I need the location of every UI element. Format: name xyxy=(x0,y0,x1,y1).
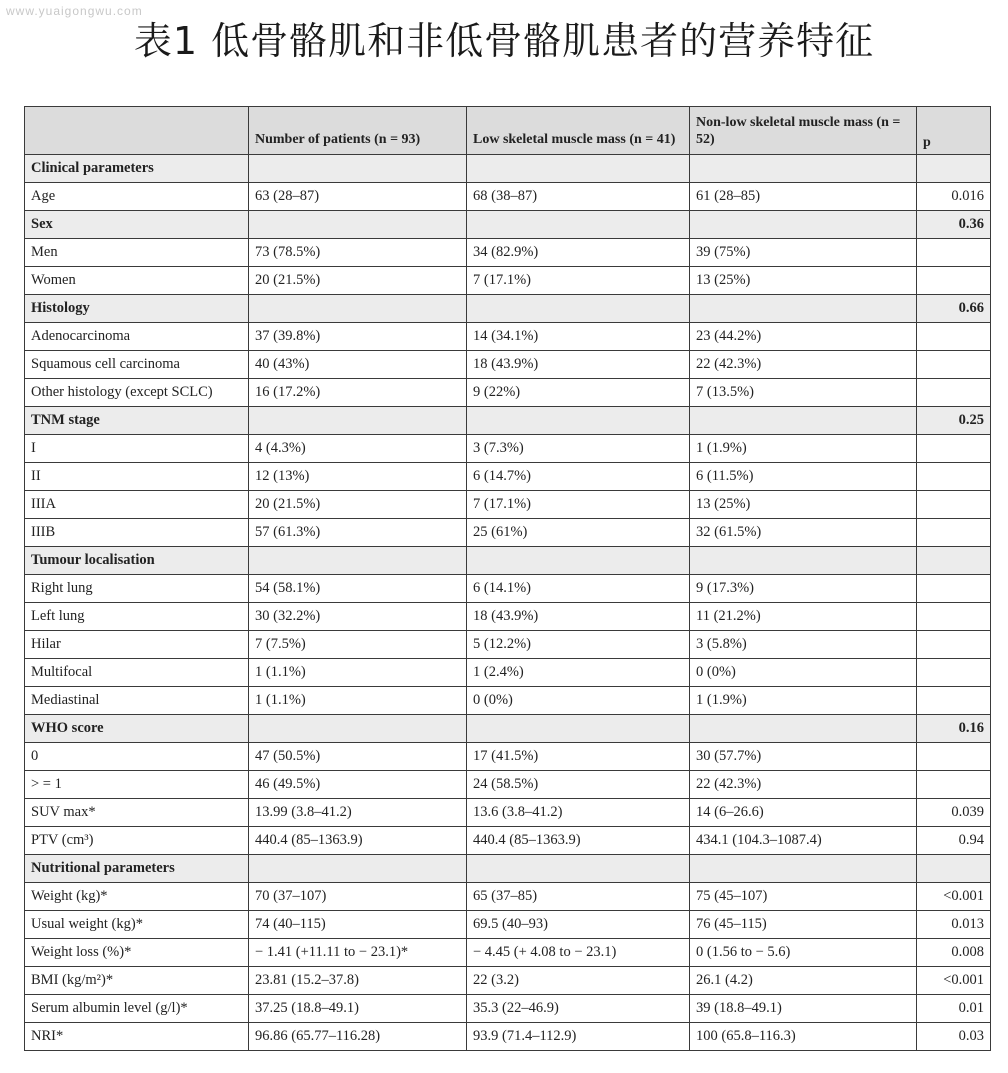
low-muscle-cell: 6 (14.7%) xyxy=(467,463,690,491)
p-value-cell: 0.03 xyxy=(917,1023,991,1051)
table-row xyxy=(25,323,991,351)
all-patients-cell: 1 (1.1%) xyxy=(249,687,467,715)
header-cell-all-patients: Number of patients (n = 93) xyxy=(249,107,467,155)
header-cell-low-muscle: Low skeletal muscle mass (n = 41) xyxy=(467,107,690,155)
row-label-cell: II xyxy=(25,463,249,491)
non-low-muscle-cell: 3 (5.8%) xyxy=(690,631,917,659)
low-muscle-cell: 440.4 (85–1363.9) xyxy=(467,827,690,855)
section-header-row xyxy=(25,155,991,183)
row-label-cell: WHO score xyxy=(25,715,249,743)
low-muscle-cell: 68 (38–87) xyxy=(467,183,690,211)
non-low-muscle-cell: 30 (57.7%) xyxy=(690,743,917,771)
p-value-cell xyxy=(917,239,991,267)
row-label-cell: BMI (kg/m²)* xyxy=(25,967,249,995)
p-value-cell: 0.01 xyxy=(917,995,991,1023)
low-muscle-cell: 18 (43.9%) xyxy=(467,603,690,631)
low-muscle-cell: 5 (12.2%) xyxy=(467,631,690,659)
row-label-cell: Usual weight (kg)* xyxy=(25,911,249,939)
non-low-muscle-cell: 14 (6–26.6) xyxy=(690,799,917,827)
all-patients-cell xyxy=(249,547,467,575)
row-label-cell: Men xyxy=(25,239,249,267)
row-label-cell: TNM stage xyxy=(25,407,249,435)
low-muscle-cell: 14 (34.1%) xyxy=(467,323,690,351)
row-label-cell: > = 1 xyxy=(25,771,249,799)
row-label-cell: Right lung xyxy=(25,575,249,603)
all-patients-cell: 74 (40–115) xyxy=(249,911,467,939)
p-value-cell xyxy=(917,659,991,687)
table-row xyxy=(25,743,991,771)
row-label-cell: Serum albumin level (g/l)* xyxy=(25,995,249,1023)
p-value-cell: 0.013 xyxy=(917,911,991,939)
low-muscle-cell: 93.9 (71.4–112.9) xyxy=(467,1023,690,1051)
non-low-muscle-cell: 1 (1.9%) xyxy=(690,435,917,463)
low-muscle-cell: 3 (7.3%) xyxy=(467,435,690,463)
row-label-cell: I xyxy=(25,435,249,463)
all-patients-cell: 1 (1.1%) xyxy=(249,659,467,687)
p-value-cell: 0.16 xyxy=(917,715,991,743)
table-row xyxy=(25,435,991,463)
low-muscle-cell xyxy=(467,155,690,183)
row-label-cell: Adenocarcinoma xyxy=(25,323,249,351)
all-patients-cell: 16 (17.2%) xyxy=(249,379,467,407)
table-row xyxy=(25,631,991,659)
all-patients-cell: 54 (58.1%) xyxy=(249,575,467,603)
row-label-cell: SUV max* xyxy=(25,799,249,827)
all-patients-cell: 73 (78.5%) xyxy=(249,239,467,267)
low-muscle-cell: 17 (41.5%) xyxy=(467,743,690,771)
all-patients-cell: − 1.41 (+11.11 to − 23.1)* xyxy=(249,939,467,967)
all-patients-cell: 30 (32.2%) xyxy=(249,603,467,631)
table-row xyxy=(25,491,991,519)
low-muscle-cell xyxy=(467,295,690,323)
all-patients-cell: 63 (28–87) xyxy=(249,183,467,211)
section-header-row xyxy=(25,715,991,743)
low-muscle-cell xyxy=(467,547,690,575)
all-patients-cell: 23.81 (15.2–37.8) xyxy=(249,967,467,995)
watermark-text: www.yuaigongwu.com xyxy=(6,4,143,18)
table-row xyxy=(25,519,991,547)
table-row xyxy=(25,183,991,211)
all-patients-cell: 70 (37–107) xyxy=(249,883,467,911)
row-label-cell: Squamous cell carcinoma xyxy=(25,351,249,379)
p-value-cell xyxy=(917,631,991,659)
table-row xyxy=(25,659,991,687)
non-low-muscle-cell xyxy=(690,407,917,435)
all-patients-cell: 20 (21.5%) xyxy=(249,267,467,295)
non-low-muscle-cell xyxy=(690,547,917,575)
section-header-row xyxy=(25,547,991,575)
low-muscle-cell: 13.6 (3.8–41.2) xyxy=(467,799,690,827)
p-value-cell: 0.36 xyxy=(917,211,991,239)
all-patients-cell: 13.99 (3.8–41.2) xyxy=(249,799,467,827)
row-label-cell: 0 xyxy=(25,743,249,771)
all-patients-cell xyxy=(249,715,467,743)
all-patients-cell: 40 (43%) xyxy=(249,351,467,379)
non-low-muscle-cell: 9 (17.3%) xyxy=(690,575,917,603)
p-value-cell xyxy=(917,575,991,603)
low-muscle-cell: 7 (17.1%) xyxy=(467,267,690,295)
section-header-row xyxy=(25,211,991,239)
table-row xyxy=(25,603,991,631)
low-muscle-cell: 34 (82.9%) xyxy=(467,239,690,267)
table-row xyxy=(25,1023,991,1051)
p-value-cell xyxy=(917,519,991,547)
table-row xyxy=(25,771,991,799)
table-row xyxy=(25,827,991,855)
table-row xyxy=(25,799,991,827)
non-low-muscle-cell xyxy=(690,211,917,239)
header-cell-p-value: p xyxy=(917,107,991,155)
table-header-row xyxy=(25,107,991,155)
table-body xyxy=(25,155,991,1051)
table-row xyxy=(25,995,991,1023)
section-header-row xyxy=(25,407,991,435)
row-label-cell: Clinical parameters xyxy=(25,155,249,183)
non-low-muscle-cell xyxy=(690,155,917,183)
low-muscle-cell: 24 (58.5%) xyxy=(467,771,690,799)
p-value-cell xyxy=(917,491,991,519)
non-low-muscle-cell: 76 (45–115) xyxy=(690,911,917,939)
row-label-cell: Other histology (except SCLC) xyxy=(25,379,249,407)
p-value-cell xyxy=(917,323,991,351)
p-value-cell xyxy=(917,603,991,631)
low-muscle-cell xyxy=(467,407,690,435)
low-muscle-cell: 35.3 (22–46.9) xyxy=(467,995,690,1023)
row-label-cell: Multifocal xyxy=(25,659,249,687)
row-label-cell: Nutritional parameters xyxy=(25,855,249,883)
row-label-cell: Histology xyxy=(25,295,249,323)
non-low-muscle-cell: 7 (13.5%) xyxy=(690,379,917,407)
all-patients-cell: 440.4 (85–1363.9) xyxy=(249,827,467,855)
non-low-muscle-cell: 32 (61.5%) xyxy=(690,519,917,547)
non-low-muscle-cell: 11 (21.2%) xyxy=(690,603,917,631)
p-value-cell xyxy=(917,267,991,295)
p-value-cell: <0.001 xyxy=(917,967,991,995)
low-muscle-cell: − 4.45 (+ 4.08 to − 23.1) xyxy=(467,939,690,967)
row-label-cell: Left lung xyxy=(25,603,249,631)
all-patients-cell: 37 (39.8%) xyxy=(249,323,467,351)
table-row xyxy=(25,687,991,715)
non-low-muscle-cell xyxy=(690,855,917,883)
p-value-cell xyxy=(917,547,991,575)
all-patients-cell xyxy=(249,407,467,435)
all-patients-cell: 7 (7.5%) xyxy=(249,631,467,659)
p-value-cell: 0.016 xyxy=(917,183,991,211)
all-patients-cell: 47 (50.5%) xyxy=(249,743,467,771)
table-row xyxy=(25,883,991,911)
table-row xyxy=(25,267,991,295)
non-low-muscle-cell: 75 (45–107) xyxy=(690,883,917,911)
p-value-cell xyxy=(917,155,991,183)
non-low-muscle-cell: 434.1 (104.3–1087.4) xyxy=(690,827,917,855)
p-value-cell xyxy=(917,463,991,491)
table-row xyxy=(25,463,991,491)
low-muscle-cell xyxy=(467,715,690,743)
low-muscle-cell: 18 (43.9%) xyxy=(467,351,690,379)
page-title: 表1 低骨骼肌和非低骨骼肌患者的营养特征 xyxy=(133,19,875,63)
non-low-muscle-cell: 23 (44.2%) xyxy=(690,323,917,351)
table-row xyxy=(25,575,991,603)
table-row xyxy=(25,239,991,267)
p-value-cell: 0.039 xyxy=(917,799,991,827)
row-label-cell: Weight (kg)* xyxy=(25,883,249,911)
p-value-cell xyxy=(917,855,991,883)
row-label-cell: Women xyxy=(25,267,249,295)
non-low-muscle-cell: 100 (65.8–116.3) xyxy=(690,1023,917,1051)
low-muscle-cell: 9 (22%) xyxy=(467,379,690,407)
all-patients-cell: 46 (49.5%) xyxy=(249,771,467,799)
p-value-cell xyxy=(917,771,991,799)
row-label-cell: PTV (cm³) xyxy=(25,827,249,855)
table-row xyxy=(25,379,991,407)
all-patients-cell: 37.25 (18.8–49.1) xyxy=(249,995,467,1023)
all-patients-cell: 12 (13%) xyxy=(249,463,467,491)
non-low-muscle-cell: 0 (1.56 to − 5.6) xyxy=(690,939,917,967)
p-value-cell xyxy=(917,687,991,715)
all-patients-cell xyxy=(249,295,467,323)
all-patients-cell xyxy=(249,855,467,883)
header-cell-label xyxy=(25,107,249,155)
non-low-muscle-cell: 39 (18.8–49.1) xyxy=(690,995,917,1023)
non-low-muscle-cell: 0 (0%) xyxy=(690,659,917,687)
non-low-muscle-cell: 13 (25%) xyxy=(690,267,917,295)
non-low-muscle-cell: 22 (42.3%) xyxy=(690,771,917,799)
low-muscle-cell: 6 (14.1%) xyxy=(467,575,690,603)
p-value-cell: 0.66 xyxy=(917,295,991,323)
all-patients-cell xyxy=(249,211,467,239)
p-value-cell xyxy=(917,435,991,463)
all-patients-cell: 20 (21.5%) xyxy=(249,491,467,519)
non-low-muscle-cell: 26.1 (4.2) xyxy=(690,967,917,995)
low-muscle-cell xyxy=(467,211,690,239)
section-header-row xyxy=(25,295,991,323)
non-low-muscle-cell xyxy=(690,295,917,323)
table-row xyxy=(25,351,991,379)
non-low-muscle-cell: 61 (28–85) xyxy=(690,183,917,211)
low-muscle-cell xyxy=(467,855,690,883)
p-value-cell: <0.001 xyxy=(917,883,991,911)
p-value-cell xyxy=(917,743,991,771)
low-muscle-cell: 25 (61%) xyxy=(467,519,690,547)
low-muscle-cell: 1 (2.4%) xyxy=(467,659,690,687)
low-muscle-cell: 22 (3.2) xyxy=(467,967,690,995)
p-value-cell: 0.008 xyxy=(917,939,991,967)
all-patients-cell: 57 (61.3%) xyxy=(249,519,467,547)
non-low-muscle-cell: 6 (11.5%) xyxy=(690,463,917,491)
row-label-cell: Hilar xyxy=(25,631,249,659)
p-value-cell: 0.25 xyxy=(917,407,991,435)
p-value-cell xyxy=(917,379,991,407)
low-muscle-cell: 65 (37–85) xyxy=(467,883,690,911)
non-low-muscle-cell: 1 (1.9%) xyxy=(690,687,917,715)
row-label-cell: Mediastinal xyxy=(25,687,249,715)
row-label-cell: IIIA xyxy=(25,491,249,519)
section-header-row xyxy=(25,855,991,883)
row-label-cell: Age xyxy=(25,183,249,211)
all-patients-cell: 4 (4.3%) xyxy=(249,435,467,463)
header-cell-non-low-muscle: Non-low skeletal muscle mass (n = 52) xyxy=(690,107,917,155)
row-label-cell: Weight loss (%)* xyxy=(25,939,249,967)
low-muscle-cell: 7 (17.1%) xyxy=(467,491,690,519)
patient-characteristics-table xyxy=(24,106,991,1051)
non-low-muscle-cell: 13 (25%) xyxy=(690,491,917,519)
table-row xyxy=(25,911,991,939)
row-label-cell: Tumour localisation xyxy=(25,547,249,575)
non-low-muscle-cell: 39 (75%) xyxy=(690,239,917,267)
all-patients-cell xyxy=(249,155,467,183)
non-low-muscle-cell xyxy=(690,715,917,743)
table-row xyxy=(25,939,991,967)
all-patients-cell: 96.86 (65.77–116.28) xyxy=(249,1023,467,1051)
p-value-cell: 0.94 xyxy=(917,827,991,855)
row-label-cell: Sex xyxy=(25,211,249,239)
low-muscle-cell: 0 (0%) xyxy=(467,687,690,715)
row-label-cell: IIIB xyxy=(25,519,249,547)
row-label-cell: NRI* xyxy=(25,1023,249,1051)
p-value-cell xyxy=(917,351,991,379)
table-row xyxy=(25,967,991,995)
non-low-muscle-cell: 22 (42.3%) xyxy=(690,351,917,379)
low-muscle-cell: 69.5 (40–93) xyxy=(467,911,690,939)
